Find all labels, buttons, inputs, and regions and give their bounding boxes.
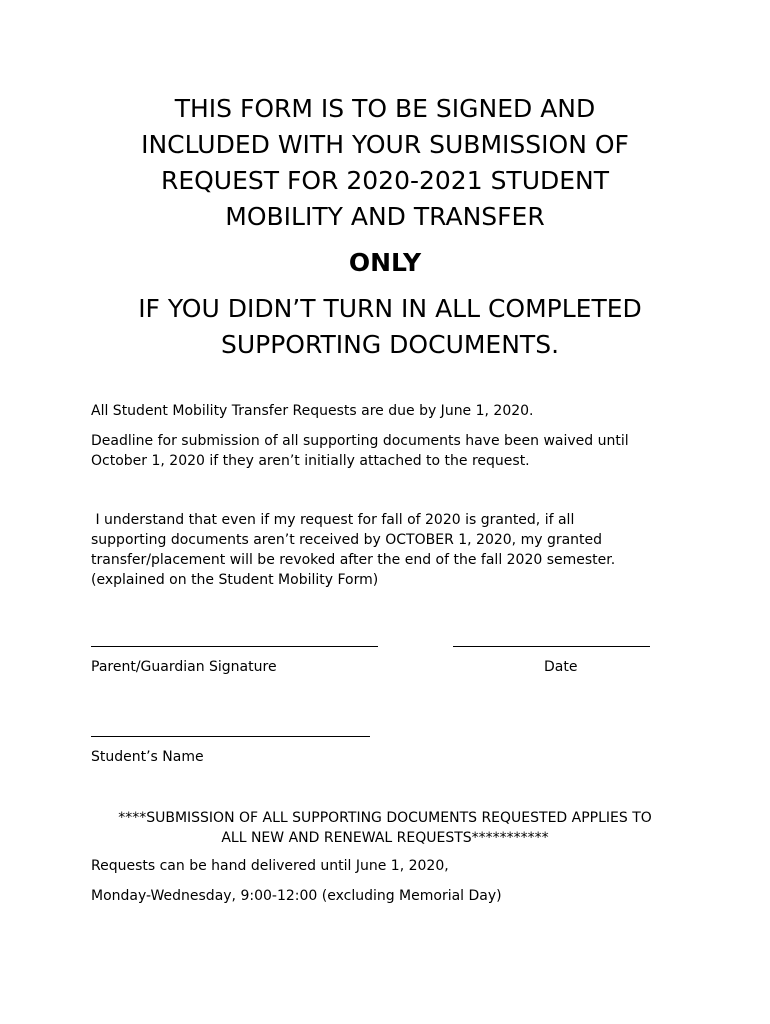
- acknowledgement-paragraph: [91, 510, 691, 590]
- only-emphasis: ONLY: [348, 248, 422, 277]
- title-line: THIS FORM IS TO BE SIGNED AND: [174, 94, 596, 123]
- hand-delivery-text: Requests can be hand delivered until June 1, 2020,: [91, 858, 449, 874]
- office-hours-text: Monday-Wednesday, 9:00-12:00 (excluding Memorial Day): [91, 888, 502, 904]
- subtitle-line: IF YOU DIDN’T TURN IN ALL COMPLETED: [138, 294, 642, 323]
- subtitle-line: SUPPORTING DOCUMENTS.: [220, 330, 560, 359]
- parent-signature-label: Parent/Guardian Signature: [91, 659, 277, 675]
- title-line: REQUEST FOR 2020-2021 STUDENT: [160, 166, 610, 195]
- acknowledgement-line: transfer/placement will be revoked after the end of the fall 2020 semester.: [91, 552, 616, 568]
- title-line: MOBILITY AND TRANSFER: [225, 202, 545, 231]
- deadline-line: October 1, 2020 if they aren’t initially attached to the request.: [91, 453, 530, 469]
- date-line[interactable]: [453, 646, 650, 647]
- date-label: Date: [544, 659, 578, 675]
- parent-signature-line[interactable]: [91, 646, 378, 647]
- deadline-line: Deadline for submission of all supporting documents have been waived until: [91, 433, 629, 449]
- deadline-paragraph: [91, 431, 691, 471]
- student-name-line[interactable]: [91, 736, 370, 737]
- acknowledgement-line: (explained on the Student Mobility Form): [91, 572, 379, 588]
- notice-line: ALL NEW AND RENEWAL REQUESTS***********: [221, 830, 549, 846]
- student-name-label: Student’s Name: [91, 749, 204, 765]
- acknowledgement-line: I understand that even if my request for fall of 2020 is granted, if all: [91, 512, 575, 528]
- acknowledgement-line: supporting documents aren’t received by OCTOBER 1, 2020, my granted: [91, 532, 603, 548]
- form-title: [60, 91, 710, 235]
- due-date-text: All Student Mobility Transfer Requests are due by June 1, 2020.: [91, 403, 534, 419]
- form-subtitle: [60, 291, 720, 363]
- notice-line: ****SUBMISSION OF ALL SUPPORTING DOCUMENTS REQUESTED APPLIES TO: [118, 810, 652, 826]
- title-line: INCLUDED WITH YOUR SUBMISSION OF: [141, 130, 629, 159]
- supporting-documents-notice: [80, 808, 690, 848]
